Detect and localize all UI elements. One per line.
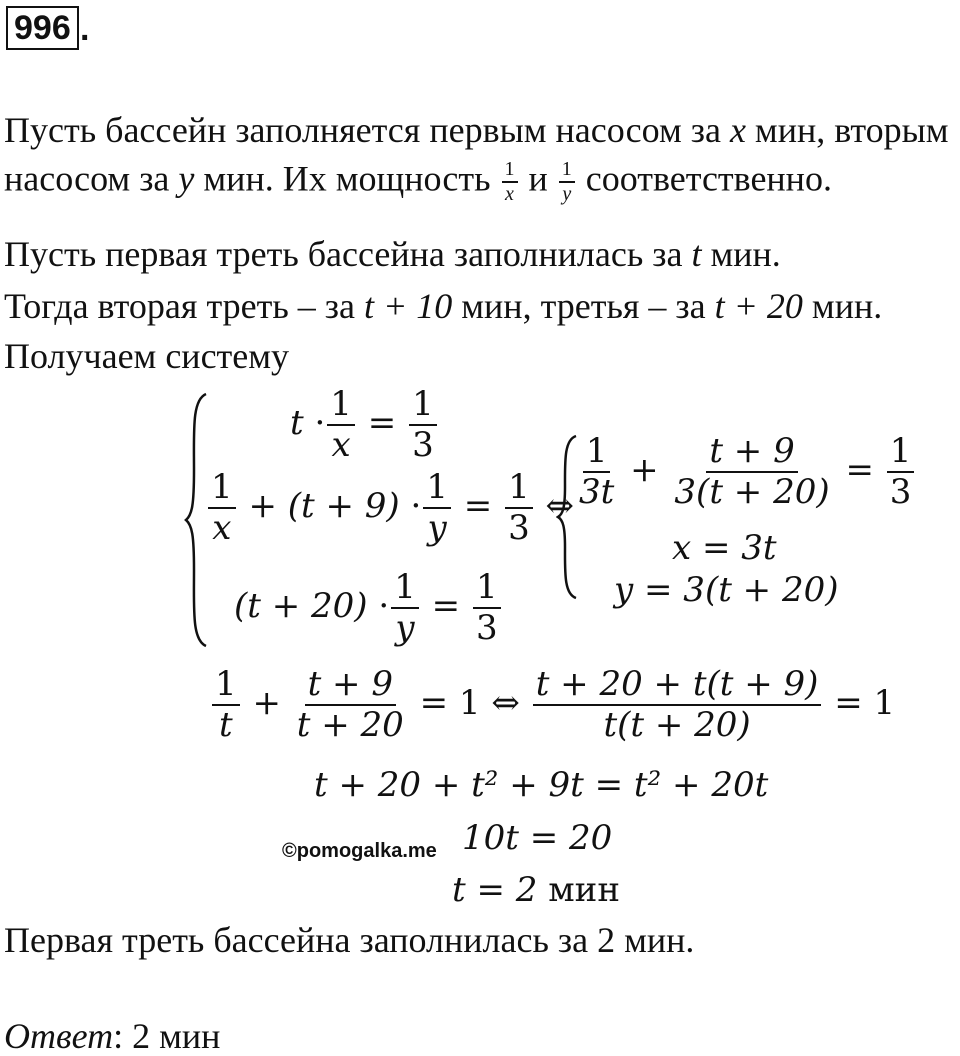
conclusion-text: Первая треть бассейна заполнилась за 2 мин. [4, 920, 695, 960]
fraction-1-over-y: $\frac{1}{y}$ [559, 158, 575, 206]
right-system-eq-1: $\frac{1}{3t}$ + $\frac{t + 9}{3(t + 20)}$ = $\frac{1}{3}$ [574, 432, 916, 512]
problem-number: 996 [6, 6, 79, 50]
problem-number-dot: . [80, 10, 90, 48]
right-system-eq-2: x = 3t [672, 528, 777, 568]
equation-solution: t = 2 мин [452, 870, 620, 910]
combined-equation: $\frac{1}{t}$ + $\frac{t + 9}{t + 20}$ = 1 ⇔ $\frac{t + 20 + t(t + 9)}{t(t + 20)}$ = 1 [210, 665, 895, 745]
paragraph-line-3: Пусть первая треть бассейна заполнилась за t мин. [4, 234, 781, 274]
paragraph-line-5: Получаем систему [4, 336, 290, 376]
watermark: ©pomogalka.me [282, 840, 437, 862]
paragraph-line-4: Тогда вторая треть – за t + 10 мин, третья – за t + 20 мин. [4, 286, 883, 326]
equation-10t: 10t = 20 [462, 818, 613, 858]
paragraph-line-2: насосом за y мин. Их мощность $\frac{1}{x}$ и $\frac{1}{y}$ соответственно. [4, 158, 832, 205]
paragraph-line-1: Пусть бассейн заполняется первым насосом за x мин, вторым [4, 110, 949, 150]
answer-line [4, 1018, 220, 1054]
system-eq-3: (t + 20) · $\frac{1}{y}$ = $\frac{1}{3}$ [234, 568, 503, 648]
right-system-eq-3: y = 3(t + 20) [614, 570, 839, 610]
fraction-1-over-x: $\frac{1}{x}$ [502, 158, 518, 206]
system-eq-1: t · $\frac{1}{x}$ = $\frac{1}{3}$ [290, 385, 439, 465]
system-eq-2: $\frac{1}{x}$ + (t + 9) · $\frac{1}{y}$ = $\frac{1}{3}$ ⇔ [206, 468, 574, 548]
answer-value: : 2 мин [113, 1016, 221, 1056]
answer-label: Ответ [4, 1016, 114, 1056]
expanded-equation: t + 20 + t² + 9t = t² + 20t [314, 765, 769, 805]
